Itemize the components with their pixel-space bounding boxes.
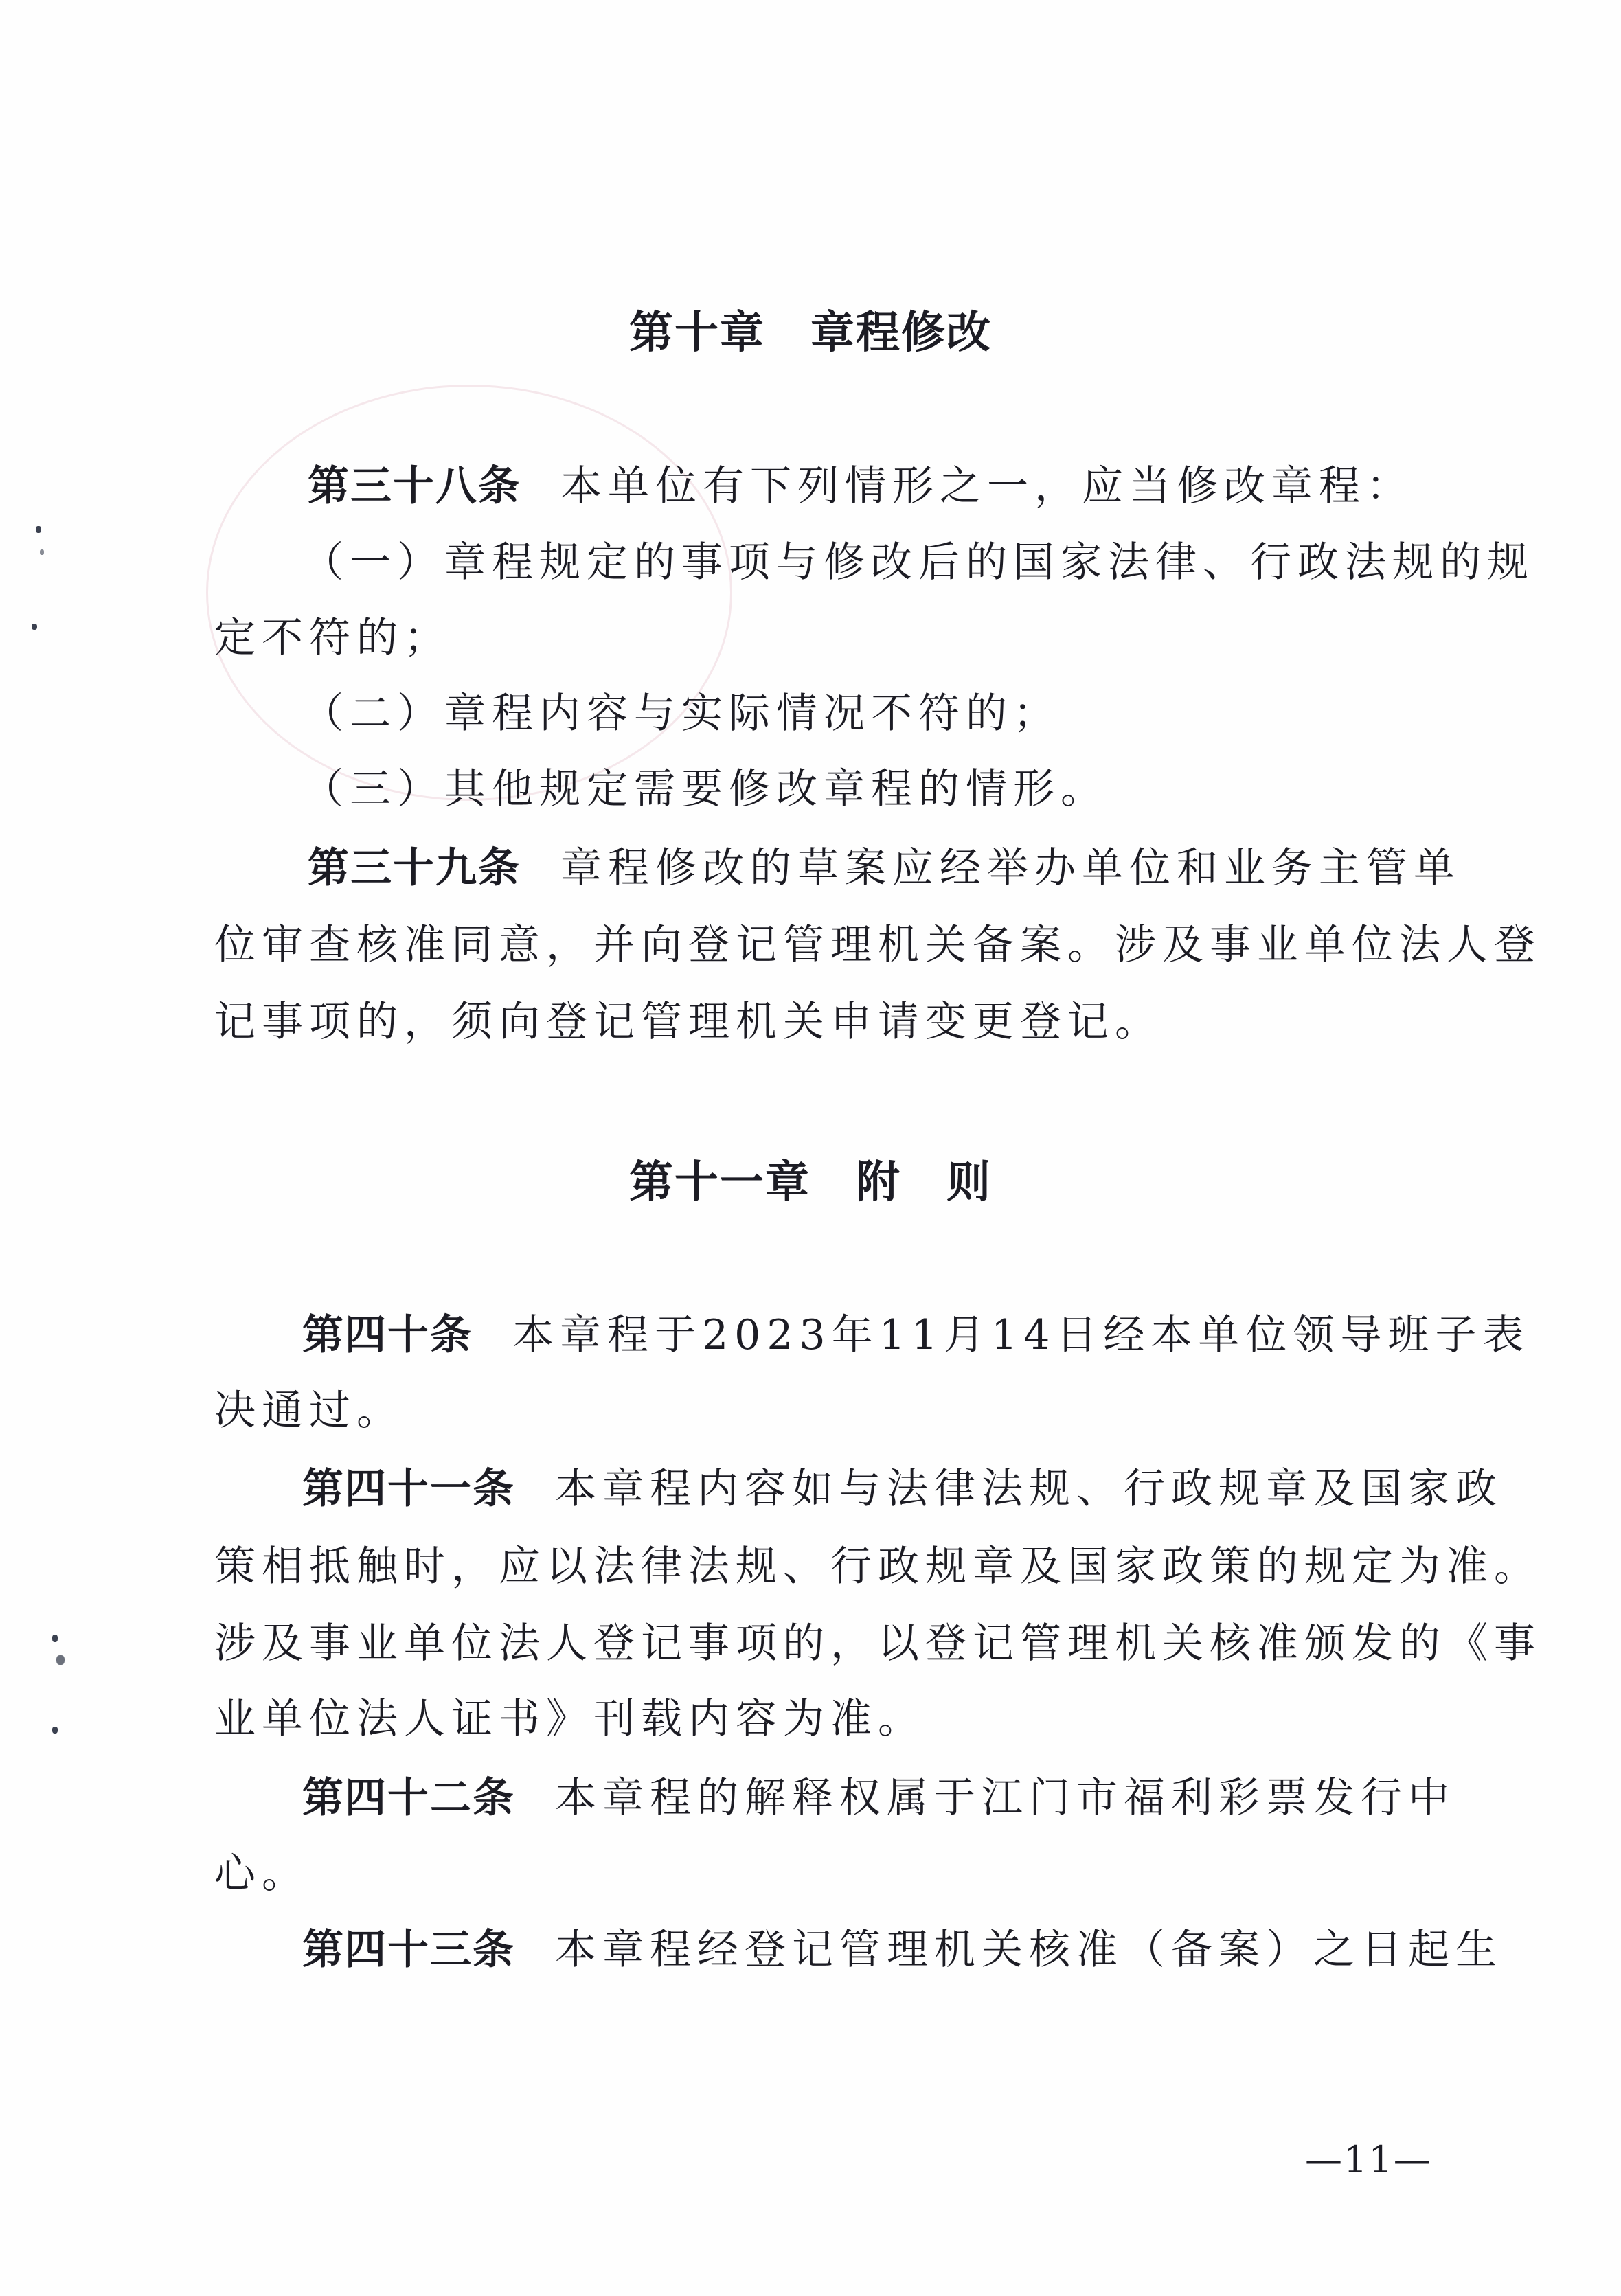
article-40-line-2: 决通过。	[214, 1387, 404, 1435]
article-43-label: 第四十三条	[302, 1926, 515, 1974]
article-38-item-2: （二）章程内容与实际情况不符的；	[302, 690, 1061, 738]
margin-speck	[40, 549, 44, 555]
chapter-11-heading: 第十一章 附 则	[629, 1157, 992, 1208]
margin-speck	[52, 1727, 58, 1734]
article-41-line-3: 涉及事业单位法人登记事项的，以登记管理机关核准颁发的《事	[214, 1619, 1541, 1668]
article-41-text: 本章程内容如与法律法规、行政规章及国家政	[555, 1465, 1503, 1513]
article-38-item-3: （三）其他规定需要修改章程的情形。	[302, 765, 1108, 813]
article-38-item-1-line-1: （一）章程规定的事项与修改后的国家法律、行政法规的规	[302, 538, 1534, 587]
article-41-label: 第四十一条	[302, 1465, 515, 1513]
article-40-line-1	[302, 1310, 1530, 1360]
article-41-line-1	[302, 1464, 1503, 1514]
faint-seal-stamp	[206, 385, 732, 801]
chapter-10-heading: 第十章 章程修改	[629, 308, 992, 359]
article-39-label: 第三十九条	[308, 844, 521, 892]
margin-speck	[56, 1655, 65, 1665]
article-39-text: 章程修改的草案应经举办单位和业务主管单	[560, 844, 1461, 892]
margin-speck	[32, 624, 37, 630]
article-38-text: 本单位有下列情形之一，应当修改章程：	[560, 462, 1414, 510]
article-38-label: 第三十八条	[308, 462, 521, 510]
margin-speck	[52, 1635, 58, 1642]
article-39-line-3: 记事项的，须向登记管理机关申请变更登记。	[214, 998, 1162, 1046]
article-39-line-2: 位审查核准同意，并向登记管理机关备案。涉及事业单位法人登	[214, 921, 1541, 969]
article-40-text: 本章程于2023年11月14日经本单位领导班子表	[512, 1311, 1530, 1359]
article-42-label: 第四十二条	[302, 1774, 515, 1822]
article-39-line-1	[308, 843, 1461, 893]
article-40-label: 第四十条	[302, 1311, 473, 1359]
page-number: —11—	[1305, 2138, 1432, 2181]
article-43-line-1	[302, 1925, 1503, 1975]
article-41-line-2: 策相抵触时，应以法律法规、行政规章及国家政策的规定为准。	[214, 1543, 1541, 1591]
article-42-line-2: 心。	[214, 1850, 309, 1898]
article-38-item-1-line-2: 定不符的；	[214, 614, 451, 662]
article-43-text: 本章程经登记管理机关核准（备案）之日起生	[555, 1926, 1503, 1974]
article-38-line-1	[308, 462, 1414, 511]
article-42-line-1	[302, 1773, 1455, 1823]
article-41-line-4: 业单位法人证书》刊载内容为准。	[214, 1695, 925, 1743]
margin-speck	[36, 526, 41, 533]
article-42-text: 本章程的解释权属于江门市福利彩票发行中	[555, 1774, 1455, 1822]
